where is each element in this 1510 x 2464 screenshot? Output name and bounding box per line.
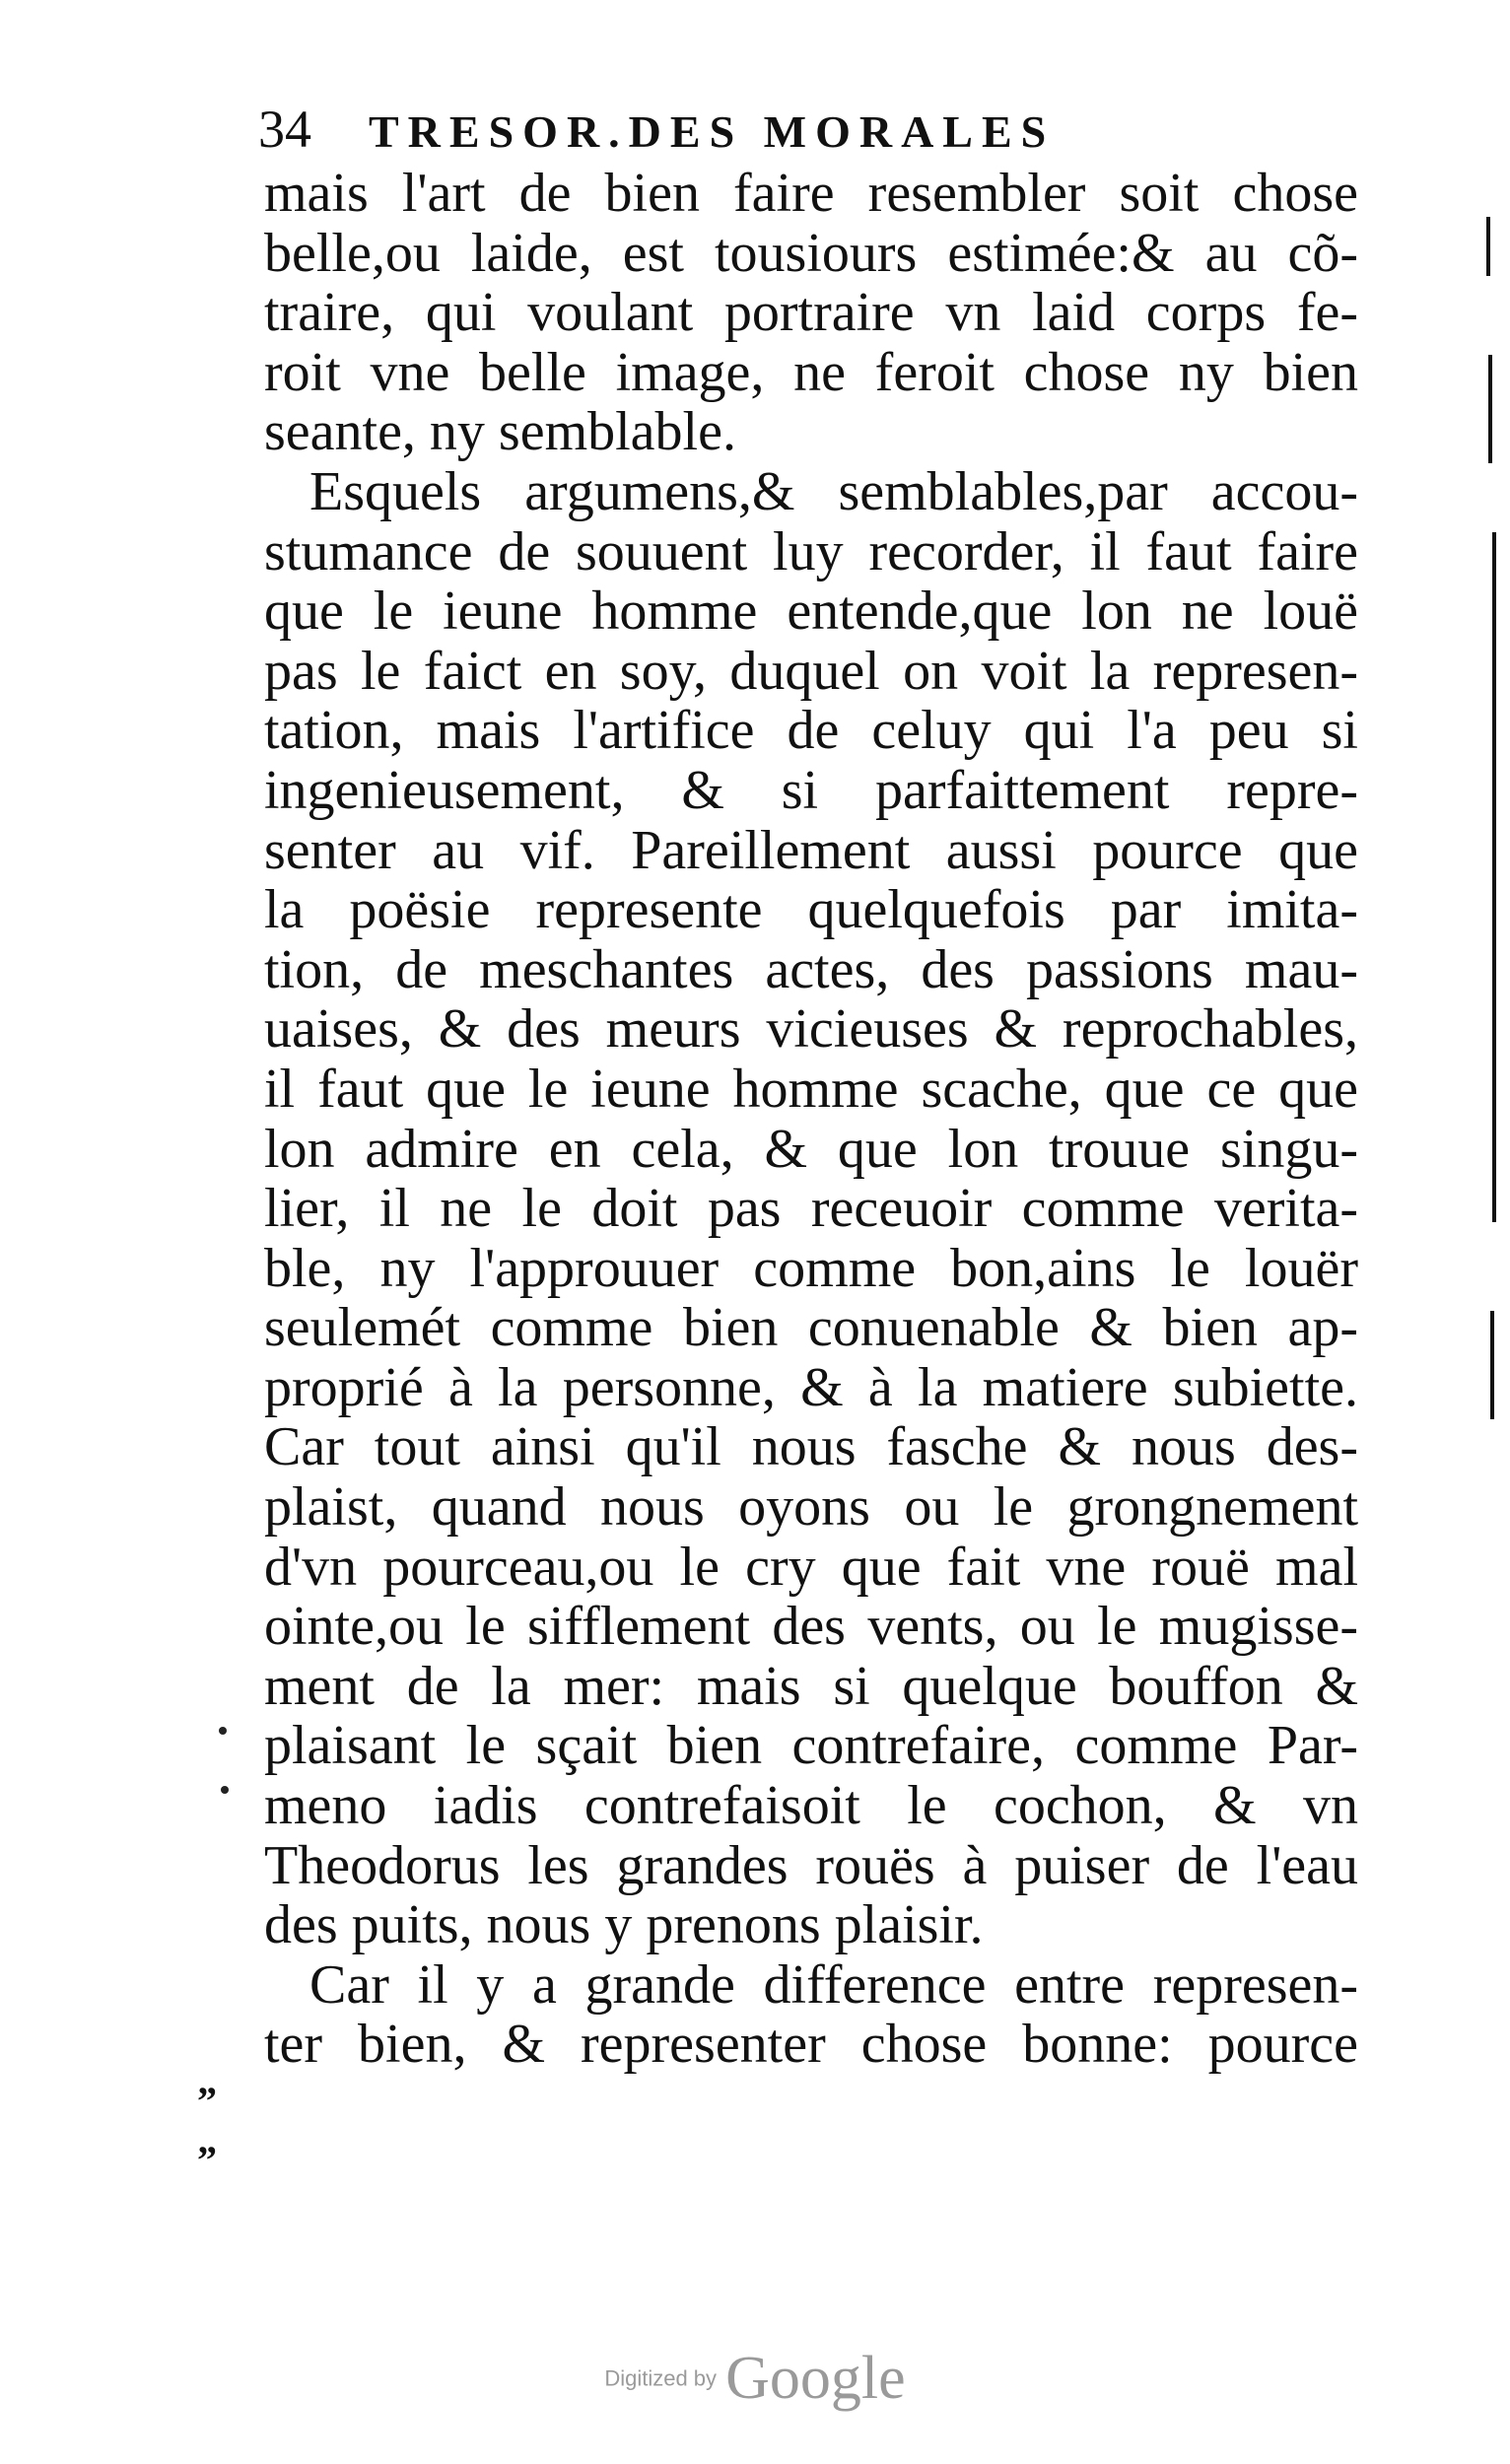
text-line: d'vn pourceau,ou le cry que fait vne rouë mal	[264, 1537, 1358, 1598]
margin-quote-mark: ”	[197, 2079, 217, 2123]
text-line: ment de la mer: mais si quelque bouffon &	[264, 1656, 1358, 1717]
text-line: Theodorus les grandes rouës à puiser de l'eau	[264, 1835, 1358, 1896]
text-line: Car tout ainsi qu'il nous fasche & nous des-	[264, 1417, 1358, 1478]
page-number: 34	[258, 100, 311, 159]
text-line: mais l'art de bien faire resembler soit chose	[264, 164, 1358, 224]
text-line: Car il y a grande difference entre represen-	[309, 1954, 1358, 2016]
text-line: tation, mais l'artifice de celuy qui l'a peu si	[264, 701, 1358, 761]
text-line: senter au vif. Pareillement aussi pource que	[264, 820, 1358, 881]
text-line: tion, de meschantes actes, des passions mau-	[264, 939, 1358, 1000]
running-title: TRESOR.DES MORALES	[369, 106, 1056, 157]
text-line: plaisant le sçait bien contrefaire, comme Par-	[264, 1716, 1358, 1777]
text-line: pas le faict en soy, duquel on voit la represen-	[264, 641, 1358, 702]
text-line: ter bien, & representer chose bonne: pource	[264, 2015, 1358, 2075]
text-line: ointe,ou le sifflement des vents, ou le mugisse-	[264, 1597, 1358, 1657]
text-line: roit vne belle image, ne feroit chose ny bien	[264, 342, 1358, 403]
body-text	[264, 164, 1358, 2075]
text-line: traire, qui voulant portraire vn laid corps fe-	[264, 283, 1358, 343]
text-line: des puits, nous y prenons plaisir.	[264, 1895, 984, 1955]
text-line: il faut que le ieune homme scache, que ce que	[264, 1059, 1358, 1120]
text-line: stumance de souuent luy recorder, il faut faire	[264, 521, 1358, 582]
text-line: belle,ou laide, est tousiours estimée:& au cõ-	[264, 223, 1358, 284]
text-line: ingenieusement, & si parfaittement repre-	[264, 760, 1358, 821]
text-line: proprié à la personne, & à la matiere subiette.	[264, 1357, 1358, 1418]
margin-dot	[219, 1727, 227, 1735]
digitized-footer	[0, 2344, 1510, 2414]
text-line: lier, il ne le doit pas receuoir comme verita-	[264, 1179, 1358, 1239]
page-edge-shadow	[1486, 217, 1490, 276]
margin-quote-mark: ”	[197, 2138, 217, 2182]
text-line: uaises, & des meurs vicieuses & reprochables,	[264, 999, 1358, 1060]
text-line: meno iadis contrefaisoit le cochon, & vn	[264, 1776, 1358, 1836]
text-line: Esquels argumens,& semblables,par accou-	[309, 461, 1358, 522]
page-edge-shadow	[1490, 1311, 1494, 1419]
page-edge-shadow	[1488, 355, 1492, 463]
text-line: seulemét comme bien conuenable & bien ap-	[264, 1298, 1358, 1358]
running-head	[258, 95, 1342, 164]
text-line: ble, ny l'approuuer comme bon,ains le louër	[264, 1238, 1358, 1299]
text-line: plaist, quand nous oyons ou le grongnement	[264, 1477, 1358, 1538]
text-line: seante, ny semblable.	[264, 402, 736, 462]
text-line: la poësie represente quelquefois par imita-	[264, 880, 1358, 940]
google-logo: Google	[725, 2345, 906, 2412]
text-line: que le ieune homme entende,que lon ne louë	[264, 582, 1358, 642]
digitized-label: Digitized by	[604, 2365, 718, 2391]
margin-dot	[221, 1786, 229, 1794]
page-edge-shadow	[1492, 532, 1496, 1222]
text-line: lon admire en cela, & que lon trouue singu-	[264, 1119, 1358, 1180]
